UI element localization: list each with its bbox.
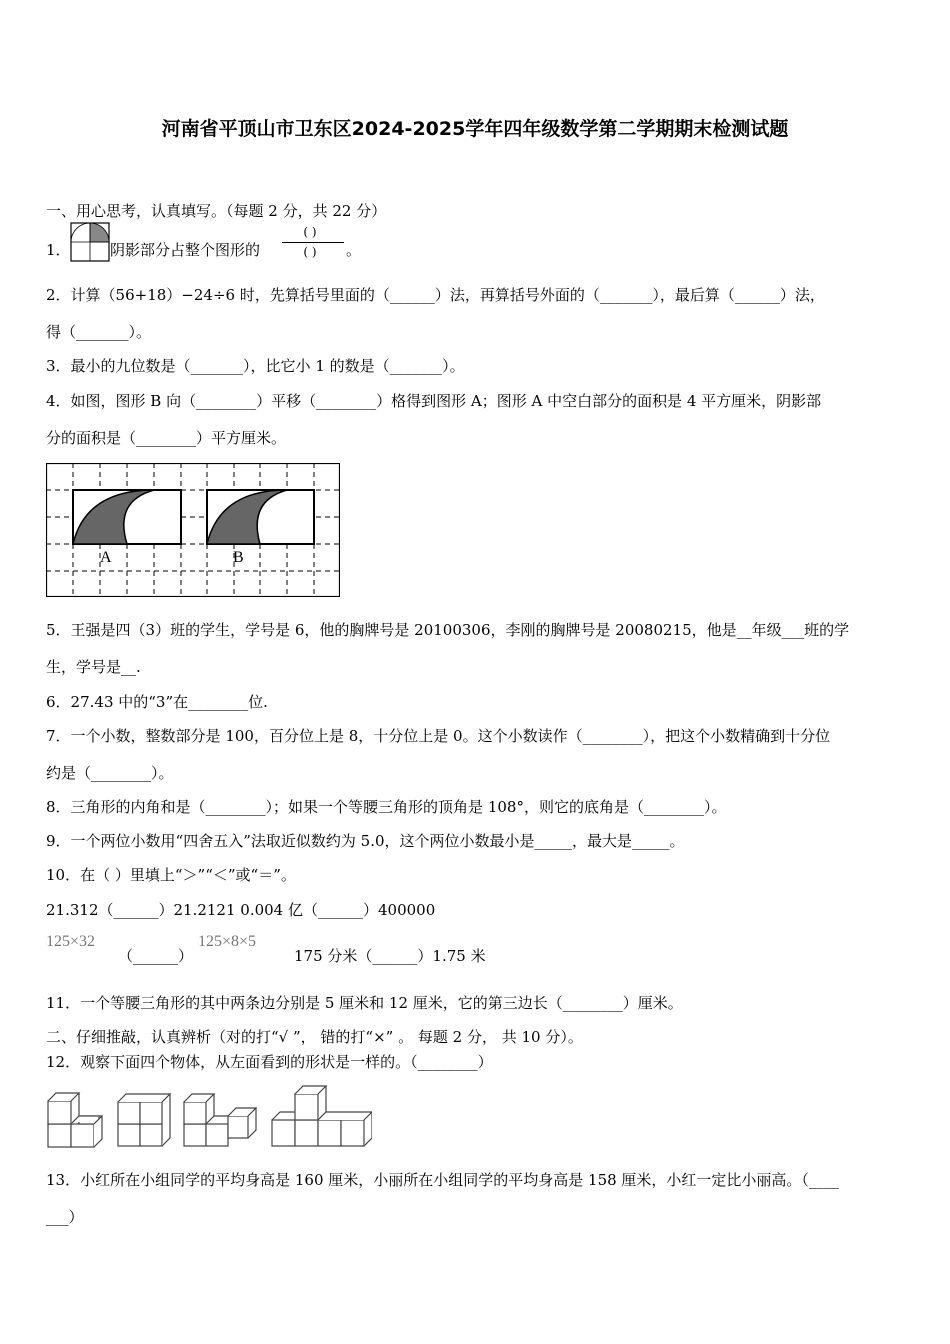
q10-expr1: 125×32 xyxy=(46,933,96,950)
q6-text: 6．27.43 中的“3”在________位. xyxy=(46,693,268,711)
q1-text: 阴影部分占整个图形的 xyxy=(110,241,261,259)
object-2 xyxy=(118,1094,170,1146)
q7-line1: 7．一个小数，整数部分是 100，百分位上是 8，十分位上是 0。这个小数读作（________），把这个小数精确到十分位 xyxy=(46,727,831,745)
q1-frac-denominator: ( ) xyxy=(303,245,317,259)
q2-line1: 2．计算（56+18）−24÷6 时，先算括号里面的（______）法，再算括号外面的（_______），最后算（______）法， xyxy=(46,286,825,304)
shape-b xyxy=(207,490,314,544)
q10-text: 10．在（ ）里填上“＞”“＜”或“＝”。 xyxy=(46,866,296,884)
q13-line2: ___） xyxy=(46,1208,84,1226)
q4-grid-figure xyxy=(46,463,340,597)
q4-line2: 分的面积是（________）平方厘米。 xyxy=(46,429,287,447)
shape-a xyxy=(73,490,181,544)
q10-row1: 21.312（______）21.2121 0.004 亿（______）400000 xyxy=(46,901,436,919)
section1-heading: 一、用心思考，认真填写。（每题 2 分，共 22 分） xyxy=(46,202,387,220)
q8-text: 8．三角形的内角和是（________）；如果一个等腰三角形的顶角是 108°，则它的底角是（________）。 xyxy=(46,798,727,816)
q2-line2: 得（_______）。 xyxy=(46,323,152,341)
q11-text: 11．一个等腰三角形的其中两条边分别是 5 厘米和 12 厘米，它的第三边长（________）厘米。 xyxy=(46,994,683,1012)
q13-line1: 13．小红所在小组同学的平均身高是 160 厘米，小丽所在小组同学的平均身高是 158 厘米，小红一定比小丽高。（____ xyxy=(46,1171,839,1189)
q7-line2: 约是（________）。 xyxy=(46,764,174,782)
q1-frac-bar xyxy=(282,242,344,243)
object-1 xyxy=(48,1093,102,1147)
q10-expr2: 125×8×5 xyxy=(198,933,257,950)
q5-line1: 5．王强是四（3）班的学生，学号是 6，他的胸牌号是 20100306，李刚的胸牌号是 20080215，他是__年级___班的学 xyxy=(46,621,850,639)
page-title: 河南省平顶山市卫东区2024-2025学年四年级数学第二学期期末检测试题 xyxy=(161,118,789,140)
object-3 xyxy=(184,1094,256,1146)
q4-line1: 4．如图，图形 B 向（________）平移（________）格得到图形 A；图形 A 中空白部分的面积是 4 平方厘米，阴影部 xyxy=(46,392,822,410)
q12-text: 12．观察下面四个物体，从左面看到的形状是一样的。（________） xyxy=(46,1053,493,1071)
q10-blank: （______） xyxy=(118,947,194,965)
label-b: B xyxy=(233,549,244,566)
section2-heading: 二、仔细推敲，认真辨析（对的打“√ ”， 错的打“×” 。 每题 2 分， 共 10 分）。 xyxy=(46,1028,583,1046)
q1-frac-numerator: ( ) xyxy=(303,225,317,239)
q1-number: 1． xyxy=(46,241,71,259)
label-a: A xyxy=(100,549,112,566)
q1-figure xyxy=(70,222,110,262)
q12-cubes-figure xyxy=(46,1082,372,1152)
q9-text: 9．一个两位小数用“四舍五入”法取近似数约为 5.0，这个两位小数最小是_____，最大是_____。 xyxy=(46,832,685,850)
q1-end: 。 xyxy=(346,241,362,259)
q5-line2: 生，学号是__. xyxy=(46,658,141,676)
q3-text: 3．最小的九位数是（_______），比它小 1 的数是（_______）。 xyxy=(46,357,465,375)
q10-row3: 175 分米（______）1.75 米 xyxy=(294,947,486,965)
object-4 xyxy=(272,1086,372,1146)
